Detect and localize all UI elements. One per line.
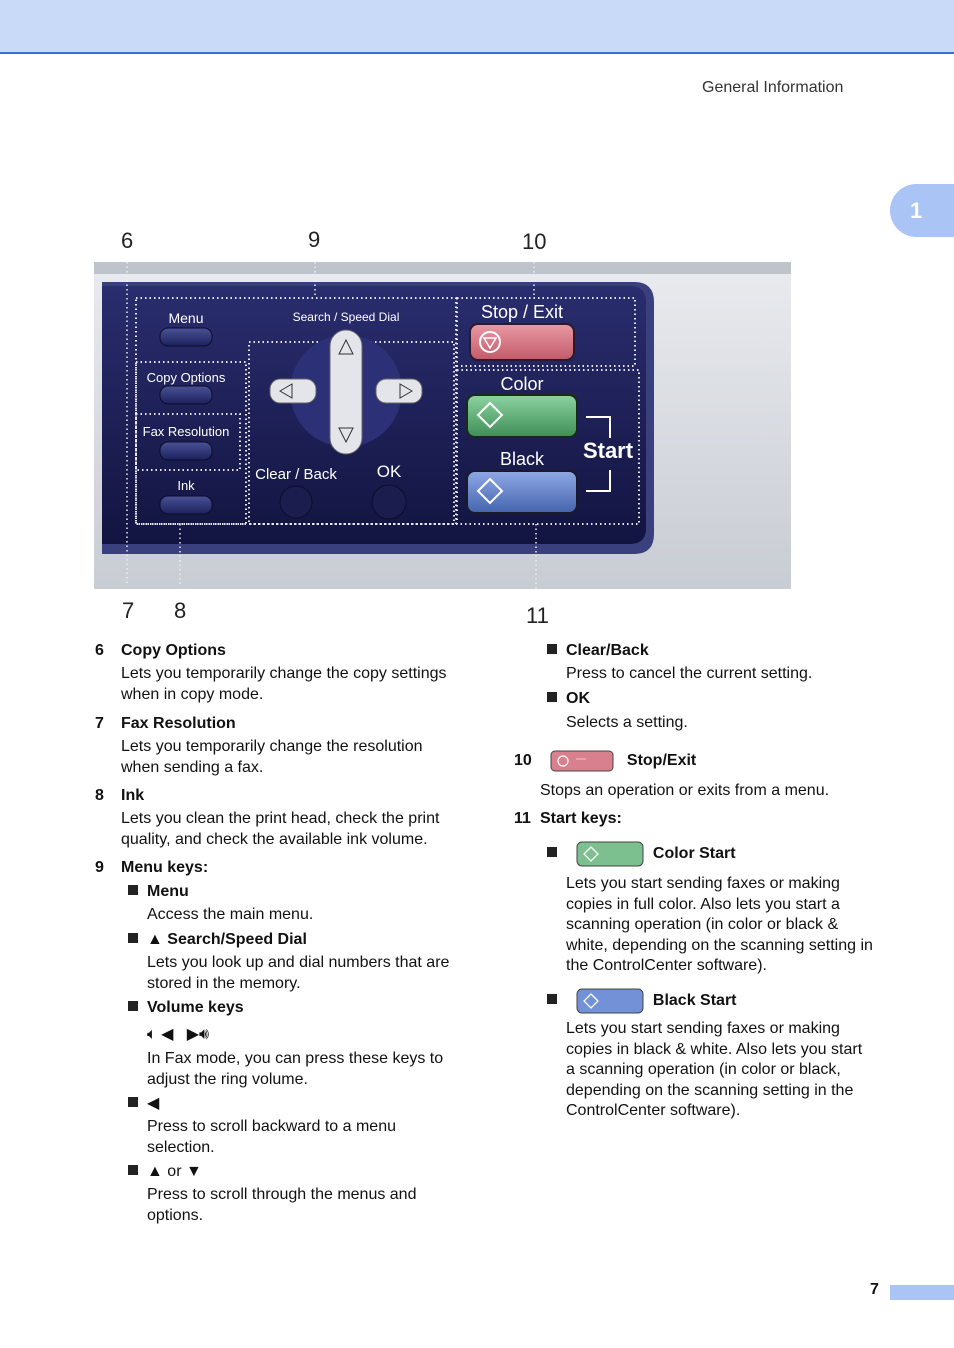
black-start-heading: Black Start — [547, 988, 737, 1014]
bullet-icon — [128, 885, 138, 895]
up-triangle-icon: ▲ — [147, 1163, 163, 1180]
bullet-icon — [547, 994, 557, 1004]
clear-back-description: Press to cancel the current setting. — [566, 665, 813, 682]
bullet-icon — [128, 1097, 138, 1107]
color-start-key-icon — [576, 841, 644, 867]
menu-key-description: Access the main menu. — [147, 906, 314, 923]
item-8-description: Lets you clean the print head, check the print quality, and check the available ink volume. — [121, 810, 440, 848]
callout-7: 7 — [122, 598, 135, 623]
down-triangle-icon: ▼ — [185, 1163, 202, 1180]
search-key-heading: ▲ Search/Speed Dial — [128, 929, 307, 950]
panel-label-start: Start — [582, 438, 634, 463]
panel-label-fax-resolution: Fax Resolution — [142, 424, 230, 439]
left-key-heading — [128, 1093, 159, 1114]
callout-8: 8 — [174, 598, 187, 623]
bullet-icon — [547, 644, 557, 654]
callout-11: 11 — [526, 603, 549, 628]
panel-label-color: Color — [500, 374, 544, 394]
panel-label-black: Black — [499, 449, 545, 469]
item-7-description: Lets you temporarily change the resolution when sending a fax. — [121, 738, 423, 776]
menu-key-heading: Menu — [128, 881, 189, 902]
item-10-description: Stops an operation or exits from a menu. — [540, 782, 830, 799]
section-header: General Information — [702, 79, 844, 96]
left-triangle-icon: ◀ — [161, 1026, 174, 1043]
ok-heading: OK — [547, 688, 590, 709]
panel-label-search: Search / Speed Dial — [292, 310, 400, 324]
left-key-description: Press to scroll backward to a menu selection. — [147, 1118, 396, 1156]
stop-exit-key-icon — [550, 750, 614, 772]
top-header-bar — [0, 0, 954, 54]
page-number: 7 — [870, 1281, 879, 1298]
black-start-key-icon — [576, 988, 644, 1014]
volume-keys-icons — [147, 1024, 209, 1044]
right-triangle-icon: ▶ — [186, 1026, 200, 1043]
item-7-heading: 7 Fax Resolution — [95, 715, 236, 732]
item-11-heading: 11 Start keys: — [514, 810, 622, 827]
bullet-icon — [128, 933, 138, 943]
panel-label-copy-options: Copy Options — [146, 370, 226, 385]
item-9-heading: 9 Menu keys: — [95, 859, 209, 876]
volume-keys-description: In Fax mode, you can press these keys to adjust the ring volume. — [147, 1050, 444, 1088]
bullet-icon — [547, 847, 557, 857]
page-number-bar — [890, 1285, 954, 1300]
callout-10: 10 — [522, 229, 547, 254]
callout-6: 6 — [121, 228, 134, 253]
chapter-tab: 1 — [890, 184, 954, 237]
updown-key-heading: ▲ or ▼ — [128, 1161, 202, 1182]
bullet-icon — [547, 692, 557, 702]
clear-back-heading: Clear/Back — [547, 640, 649, 661]
panel-label-ok: OK — [376, 462, 402, 481]
item-10-heading: 10 Stop/Exit — [514, 750, 696, 772]
control-panel-illustration — [94, 262, 791, 589]
ok-description: Selects a setting. — [566, 714, 688, 731]
bullet-icon — [128, 1001, 138, 1011]
panel-label-stop-exit: Stop / Exit — [480, 302, 564, 322]
black-start-description: Lets you start sending faxes or making copies in black & white. Also lets you start a scanning operation (in color or black, depending on the scanning setting in the ControlCenter software). — [566, 1020, 863, 1119]
item-6-heading: 6 Copy Options — [95, 642, 226, 659]
callout-9: 9 — [308, 227, 321, 252]
color-start-description: Lets you start sending faxes or making copies in full color. Also lets you start a scanning operation (in color or black & white, depending on the scanning setting in the ControlCenter software). — [566, 875, 873, 974]
color-start-heading: Color Start — [547, 841, 736, 867]
up-triangle-icon: ▲ — [147, 931, 168, 948]
item-8-heading: 8 Ink — [95, 787, 145, 804]
search-key-description: Lets you look up and dial numbers that are stored in the memory. — [147, 954, 450, 992]
panel-label-ink: Ink — [177, 478, 195, 493]
volume-low-icon: 🔈︎ — [147, 1026, 157, 1043]
item-6-description: Lets you temporarily change the copy settings when in copy mode. — [121, 665, 447, 703]
panel-label-clear-back: Clear / Back — [255, 466, 337, 483]
left-triangle-icon: ◀ — [147, 1095, 160, 1112]
volume-high-icon: 🔊︎ — [199, 1026, 210, 1043]
updown-key-description: Press to scroll through the menus and options. — [147, 1186, 417, 1224]
panel-label-menu: Menu — [168, 310, 204, 326]
bullet-icon — [128, 1165, 138, 1175]
volume-keys-heading: Volume keys — [128, 997, 244, 1018]
